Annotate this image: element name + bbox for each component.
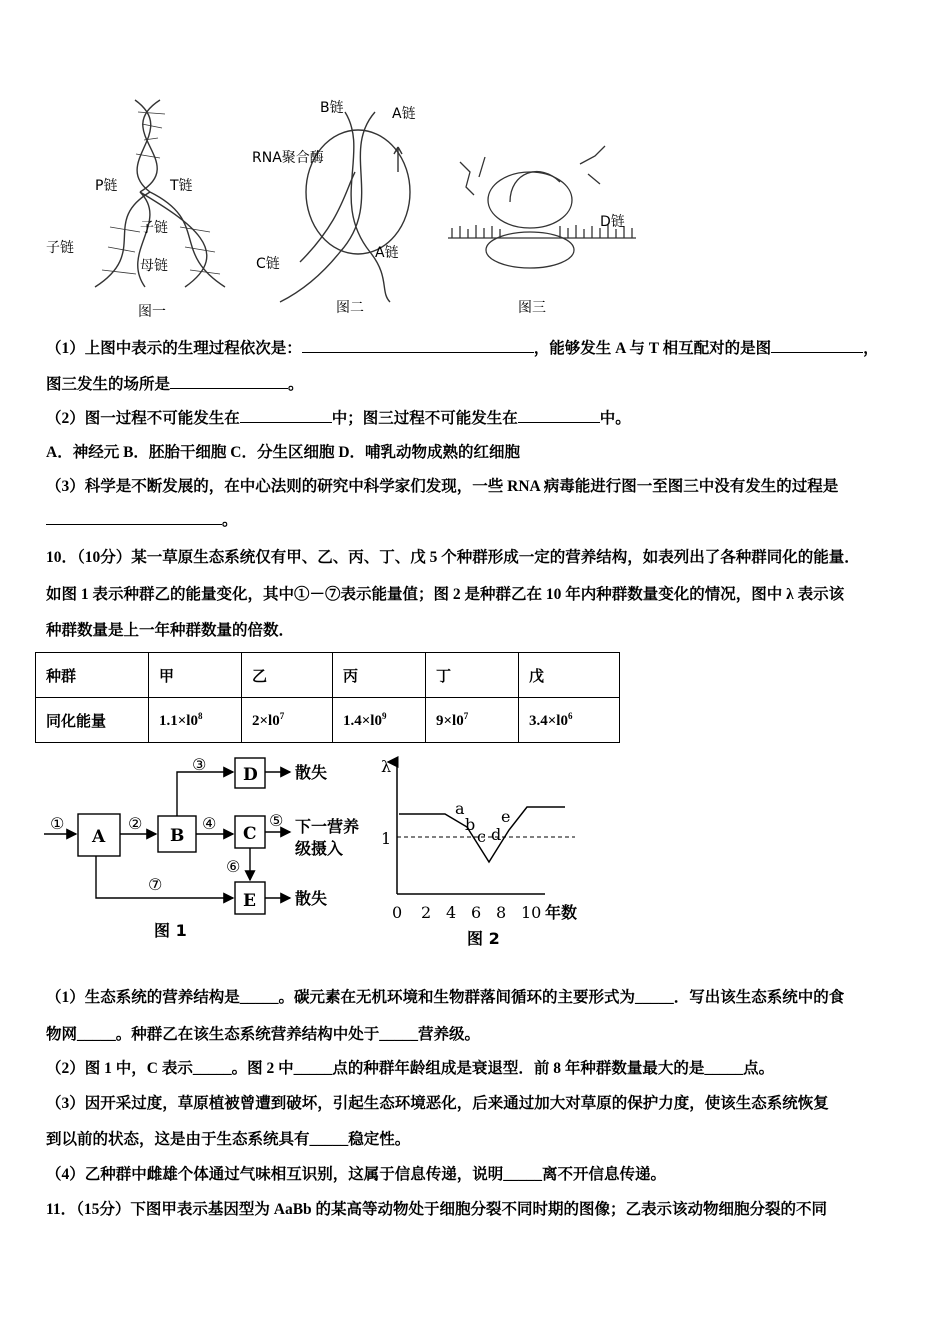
energy-table-header-row <box>36 653 620 698</box>
arrow-label-2: ② <box>128 814 143 833</box>
node-a: A <box>92 827 106 847</box>
q9-blank-fig1-cell[interactable] <box>240 408 332 423</box>
q9-part1-text-c: ， <box>863 340 879 357</box>
fig2-caption: 图 2 <box>467 929 500 948</box>
q10-sub3-line2: 到以前的状态，这是由于生态系统具有_____稳定性。 <box>46 1131 411 1148</box>
y-tick-1: 1 <box>381 829 392 848</box>
x-tick-6: 6 <box>471 903 482 922</box>
q9-part3-text-b: 。 <box>222 512 238 529</box>
q9-blank-fig3-cell[interactable] <box>518 408 600 423</box>
x-tick-4: 4 <box>446 903 457 922</box>
x-tick-0: 0 <box>392 903 403 922</box>
q10-sub4: （4）乙种群中雌雄个体通过气味相互识别，这属于信息传递，说明_____离不开信息传递。 <box>46 1166 667 1183</box>
fig1-label-parent: 母链 <box>140 258 168 274</box>
fig2-caption: 图二 <box>336 300 364 316</box>
q9-blank-processes[interactable] <box>302 338 534 353</box>
arrow-label-5: ⑤ <box>269 811 284 830</box>
q9-part2 <box>46 406 631 428</box>
table-cell-bing: $1.4\times l0^9$ <box>333 698 426 743</box>
q9-blank-process[interactable] <box>46 510 222 525</box>
table-cell-jia: $1.1\times l0^8$ <box>149 698 242 743</box>
table-cell-wu: $3.4\times l0^6$ <box>519 698 620 743</box>
table-cell-yi: $2\times l0^7$ <box>242 698 333 743</box>
y-axis-label: λ <box>381 757 392 776</box>
arrow-label-6: ⑥ <box>226 857 241 876</box>
node-d: D <box>243 765 258 785</box>
x-axis-label: 年数 <box>545 903 578 922</box>
x-tick-2: 2 <box>421 903 432 922</box>
fig1-label-p: P链 <box>95 178 118 194</box>
q9-part1-text-e: 。 <box>288 376 304 393</box>
point-a: a <box>455 799 465 818</box>
q10-stem-line1: 10．（10分）某一草原生态系统仅有甲、乙、丙、丁、戊 5 个种群形成一定的营养结构，如表列出了各种群同化的能量． <box>46 549 860 566</box>
q9-part3-line2 <box>46 508 238 530</box>
q9-part1-line2 <box>46 372 304 394</box>
energy-flow-diagram <box>40 752 380 952</box>
fig1-label-t: T链 <box>170 178 193 194</box>
q10-sub1-line2: 物网_____。种群乙在该生态系统营养结构中处于_____营养级。 <box>46 1026 481 1043</box>
figure-3-translation <box>448 146 636 268</box>
energy-table-value-row <box>36 698 620 743</box>
out-d-label: 散失 <box>295 763 328 782</box>
arrow-label-7: ⑦ <box>148 875 163 894</box>
node-e: E <box>243 891 256 911</box>
fig1-caption: 图 1 <box>154 921 187 940</box>
x-tick-8: 8 <box>496 903 507 922</box>
arrow-label-3: ③ <box>192 755 207 774</box>
arrow-label-1: ① <box>50 814 65 833</box>
fig3-label-d: D链 <box>600 214 625 230</box>
fig2-label-a2: A链 <box>375 245 399 261</box>
lambda-chart <box>375 752 610 952</box>
table-header-yi: 乙 <box>242 653 333 698</box>
node-b: B <box>170 826 185 846</box>
point-c: c <box>477 827 486 846</box>
fig1-label-child: 子链 <box>140 220 168 236</box>
q9-part1-text-b: ，能够发生 A 与 T 相互配对的是图 <box>533 340 772 357</box>
table-cell-ding: $9\times l0^7$ <box>426 698 519 743</box>
fig1-caption: 图一 <box>138 304 166 320</box>
q9-part2-text-c: 中。 <box>599 410 631 427</box>
out-e-label: 散失 <box>295 889 328 908</box>
x-tick-10: 10 <box>521 903 542 922</box>
energy-table <box>35 652 620 743</box>
node-c: C <box>243 824 257 844</box>
q10-sub2: （2）图 1 中，C 表示_____。图 2 中_____点的种群年龄组成是衰退型．前 8 年种群数量最大的是_____点。 <box>46 1060 775 1077</box>
q9-part1-line1 <box>46 336 879 358</box>
q10-sub1-line1: （1）生态系统的营养结构是_____。碳元素在无机环境和生物群落间循环的主要形式为_____．写出该生态系统中的食 <box>46 989 845 1006</box>
top-figures <box>40 92 670 322</box>
fig2-label-c: C链 <box>256 256 280 272</box>
q9-part2-text-a: （2）图一过程不可能发生在 <box>46 410 240 427</box>
q9-blank-site[interactable] <box>170 374 288 389</box>
table-header-species: 种群 <box>36 653 149 698</box>
out-c-label-2: 级摄入 <box>295 839 344 858</box>
table-header-jia: 甲 <box>149 653 242 698</box>
q10-sub3-line1: （3）因开采过度，草原植被曾遭到破坏，引起生态环境恶化，后来通过加大对草原的保护力度，使该生态系统恢复 <box>46 1095 829 1112</box>
fig2-label-a: A链 <box>392 106 416 122</box>
q9-part1-text-d: 图三发生的场所是 <box>46 376 171 393</box>
q11-stem: 11．（15分）下图甲表示基因型为 AaBb 的某高等动物处于细胞分裂不同时期的图像；乙表示该动物细胞分裂的不同 <box>46 1201 828 1218</box>
figure-2-transcription <box>280 112 410 302</box>
q10-stem-line3: 种群数量是上一年种群数量的倍数． <box>46 622 295 639</box>
fig2-label-b: B链 <box>320 100 344 116</box>
fig2-label-rnapol: RNA聚合酶 <box>252 150 324 166</box>
table-header-wu: 戊 <box>519 653 620 698</box>
q9-blank-figure[interactable] <box>771 338 863 353</box>
fig3-caption: 图三 <box>518 300 546 316</box>
q9-part2-text-b: 中；图三过程不可能发生在 <box>331 410 518 427</box>
fig1-label-child-2: 子链 <box>46 240 74 256</box>
q10-stem-line2: 如图 1 表示种群乙的能量变化，其中①－⑦表示能量值；图 2 是种群乙在 10 年内种群数量变化的情况，图中 λ 表示该 <box>46 586 845 603</box>
point-b: b <box>465 815 476 834</box>
q9-part1-text-a: （1）上图中表示的生理过程依次是： <box>46 340 302 357</box>
q9-part3: （3）科学是不断发展的，在中心法则的研究中科学家们发现，一些 RNA 病毒能进行图一至图三中没有发生的过程是 <box>46 478 839 495</box>
q9-options: A．神经元 B．胚胎干细胞 C．分生区细胞 D．哺乳动物成熟的红细胞 <box>46 444 521 461</box>
arrow-label-4: ④ <box>202 814 217 833</box>
point-d: d <box>491 825 502 844</box>
point-e: e <box>501 807 511 826</box>
table-header-bing: 丙 <box>333 653 426 698</box>
out-c-label-1: 下一营养 <box>295 817 360 836</box>
table-row-label: 同化能量 <box>36 698 149 743</box>
table-header-ding: 丁 <box>426 653 519 698</box>
